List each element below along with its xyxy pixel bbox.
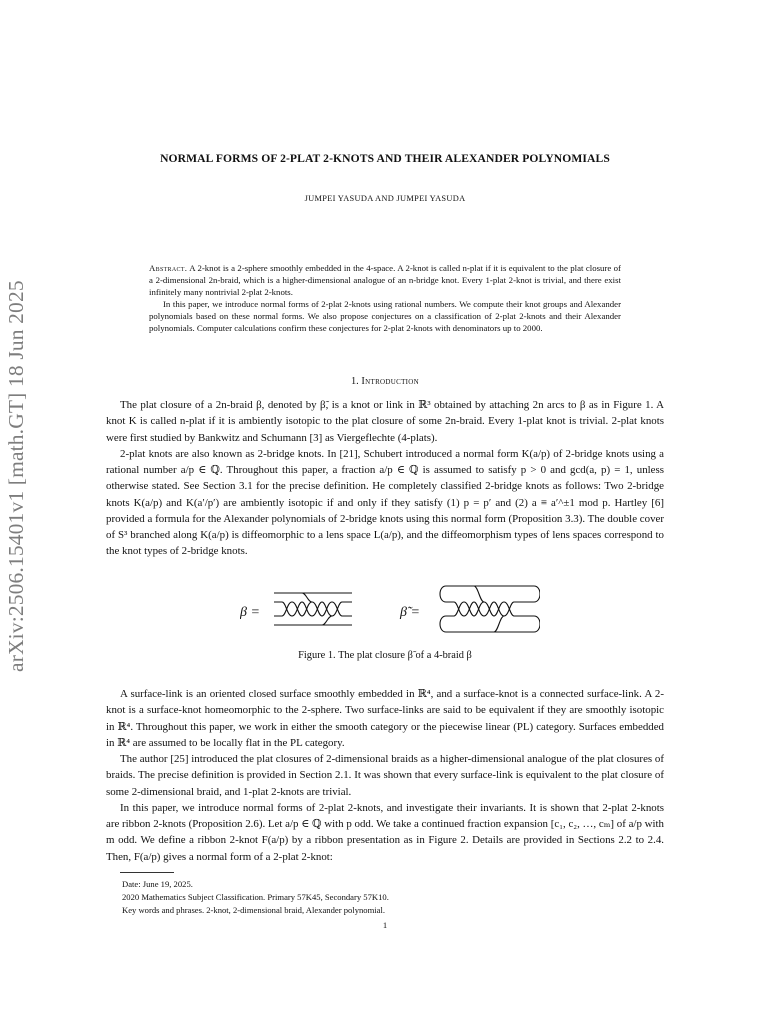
abstract-paragraph-2: In this paper, we introduce normal forms of 2-plat 2-knots using rational numbers. We compute their knot groups and Alexander polynomials based on these normal forms. We also propose conjectures on a classification of 2-plat 2-knots and their Alexander polynomials. Computer calculations confirm these conjectures for 2-plat 2-knots with denominators up to 2000. xyxy=(149,299,621,334)
figure-1-braid-diagram xyxy=(240,580,540,636)
section-title: Introduction xyxy=(361,376,420,387)
footnote-keywords: Key words and phrases. 2-knot, 2-dimensional braid, Alexander polynomial. xyxy=(122,905,386,915)
page-number: 1 xyxy=(382,920,388,930)
section-heading xyxy=(106,376,664,387)
surface-paragraph-1: A surface-link is an oriented closed surface smoothly embedded in ℝ⁴, and a surface-knot is a connected surface-link. A 2-knot is a surface-knot homeomorphic to the 2-sphere. Two surface-links are said to be equivalent if they are smoothly isotopic in ℝ⁴. Throughout this paper, we work in either the smooth category or the piecewise linear (PL) category. Surfaces embedded in ℝ⁴ are assumed to be locally flat in the PL category. xyxy=(106,688,664,749)
footnote-date: Date: June 19, 2025. xyxy=(122,879,193,889)
surface-paragraph-3: In this paper, we introduce normal forms of 2-plat 2-knots, and investigate their invariants. It is shown that 2-plat 2-knots are ribbon 2-knots (Proposition 2.6). Let a/p ∈ ℚ with p odd. We take a continued fraction expansion [c₁, c₂, …, cₘ] of a/p with m odd. We define a ribbon 2-knot F(a/p) by a ribbon presentation as in Figure 2. Details are provided in Sections 2.2 to 2.4. Then, F(a/p) gives a normal form of a 2-plat 2-knot: xyxy=(106,801,664,863)
authors: JUMPEI YASUDA AND JUMPEI YASUDA xyxy=(304,194,466,203)
introduction-text xyxy=(106,397,664,560)
figure-label-beta: β = xyxy=(240,605,260,620)
braid-beta xyxy=(274,593,352,625)
abstract-text-1: A 2-knot is a 2-sphere smoothly embedded in the 4-space. A 2-knot is called n-plat if it is equivalent to the plat closure of a 2-dimensional 2n-braid, which is a higher-dimensional analogue of an n-bridge knot. Every 1-plat 2-knot is trivial, and there exist infinitely many nontrivial 2-plat 2-knots. xyxy=(149,263,621,298)
arxiv-stamp-text: arXiv:2506.15401v1 [math.GT] 18 Jun 2025 xyxy=(4,280,28,672)
arxiv-identifier-stamp xyxy=(4,272,38,672)
paper-title: NORMAL FORMS OF 2-PLAT 2-KNOTS AND THEIR ALEXANDER POLYNOMIALS xyxy=(160,152,610,165)
intro-paragraph-1: The plat closure of a 2n-braid β, denoted by β̃, is a knot or link in ℝ³ obtained by attaching 2n arcs to β as in Figure 1. A knot K is called n-plat if it is ambiently isotopic to the plat closure of some 2n-braid. Every 1-plat knot is trivial. 2-plat knots were first studied by Bankwitz and Schumann [3] as Viergeflechte (4-plats). xyxy=(106,399,664,444)
surface-link-text xyxy=(106,686,664,865)
abstract xyxy=(149,262,621,335)
surface-paragraph-2: The author [25] introduced the plat closures of 2-dimensional braids as a higher-dimensional analogue of the plat closures of braids. The precise definition is provided in Section 2.1. It was shown that every surface-link is equivalent to the plat closure of some 2-dimensional braid, and 1-plat 2-knots are trivial. xyxy=(106,753,664,798)
section-number: 1. xyxy=(350,376,359,387)
abstract-paragraph-1 xyxy=(149,262,621,298)
footnotes xyxy=(122,878,662,917)
footnote-divider xyxy=(120,872,174,873)
figure-label-beta-tilde: β̃ = xyxy=(400,605,420,620)
plat-closure-beta-tilde xyxy=(440,586,540,632)
abstract-label: Abstract. xyxy=(149,263,188,273)
footnote-msc: 2020 Mathematics Subject Classification. Primary 57K45, Secondary 57K10. xyxy=(122,892,389,902)
intro-paragraph-2: 2-plat knots are also known as 2-bridge knots. In [21], Schubert introduced a normal form K(a/p) of 2-bridge knots using a rational number a/p ∈ ℚ. Throughout this paper, a fraction a/p ∈ ℚ is assumed to satisfy p > 0 and gcd(a, p) = 1, unless otherwise stated. See Section 3.1 for the precise definition. He completely classified 2-bridge knots as follows: Two 2-bridge knots K(a/p) and K(a′/p′) are ambiently isotopic if and only if they satisfy (1) p = p′ and (2) a ≡ a′^±1 mod p. Hartley [6] provided a formula for the Alexander polynomials of 2-bridge knots using this normal form (Proposition 3.3). The double cover of S³ branched along K(a/p) is diffeomorphic to a lens space L(a/p), and the diffeomorphism types of lens spaces correspond to the knot types of 2-bridge knots. xyxy=(106,447,664,558)
figure-1-caption: Figure 1. The plat closure β̃ of a 4-braid β xyxy=(298,650,472,661)
